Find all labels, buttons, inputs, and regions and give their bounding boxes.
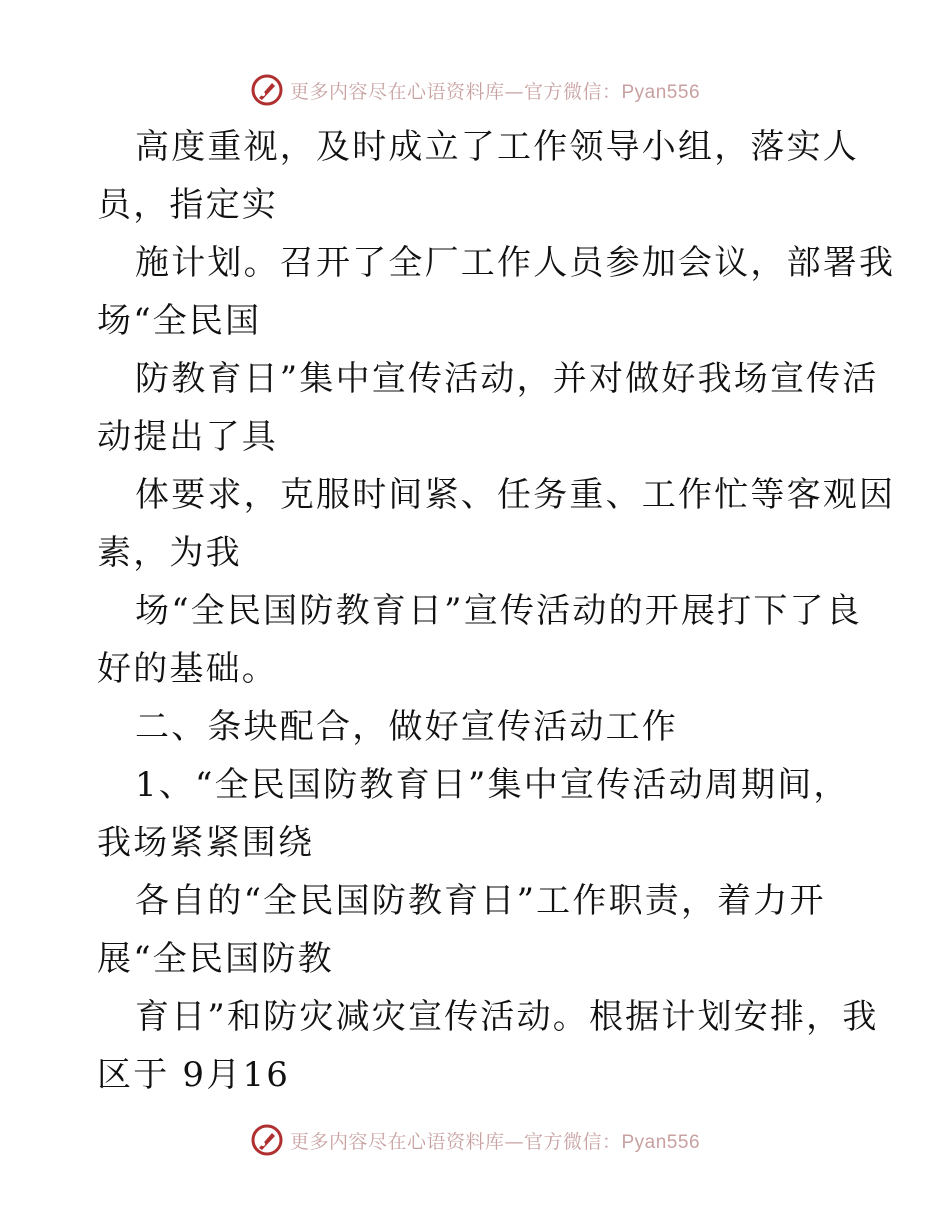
footer-watermark [0,1120,950,1160]
paragraph-line: 员，指定实 [97,185,278,225]
quill-seal-icon [250,73,284,107]
header-watermark [0,70,950,110]
paragraph-line: 我场紧紧围绕 [97,823,315,863]
paragraph-line: 防教育日”集中宣传活动，并对做好我场宣传活 [135,359,879,399]
paragraph-line: 展“全民国防教 [97,939,334,979]
paragraph-line: 体要求，克服时间紧、任务重、工作忙等客观因 [135,475,896,515]
paragraph-line: 施计划。召开了全厂工作人员参加会议，部署我 [135,243,896,283]
paragraph-line: 场“全民国防教育日”宣传活动的开展打下了良 [135,591,862,631]
paragraph-line: 育日”和防灾减灾宣传活动。根据计划安排，我 [135,997,879,1037]
paragraph-line: 素，为我 [97,533,242,573]
watermark-text: 更多内容尽在心语资料库—官方微信：Pyan556 [289,1130,701,1153]
wechat-id: Pyan556 [621,81,701,103]
section-heading: 二、条块配合，做好宣传活动工作 [135,707,678,747]
paragraph-line: 场“全民国 [97,301,262,341]
quill-seal-icon [250,1123,284,1157]
paragraph-line: 好的基础。 [97,649,278,689]
paragraph-line: 动提出了具 [97,417,278,457]
paragraph-line: 区于 9月16 [97,1055,291,1095]
paragraph-line: 高度重视，及时成立了工作领导小组，落实人 [135,127,859,167]
paragraph-line: 1、“全民国防教育日”集中宣传活动周期间， [135,765,850,805]
watermark-text: 更多内容尽在心语资料库—官方微信：Pyan556 [289,80,701,103]
paragraph-line: 各自的“全民国防教育日”工作职责，着力开 [135,881,826,921]
wechat-id: Pyan556 [621,1131,701,1153]
